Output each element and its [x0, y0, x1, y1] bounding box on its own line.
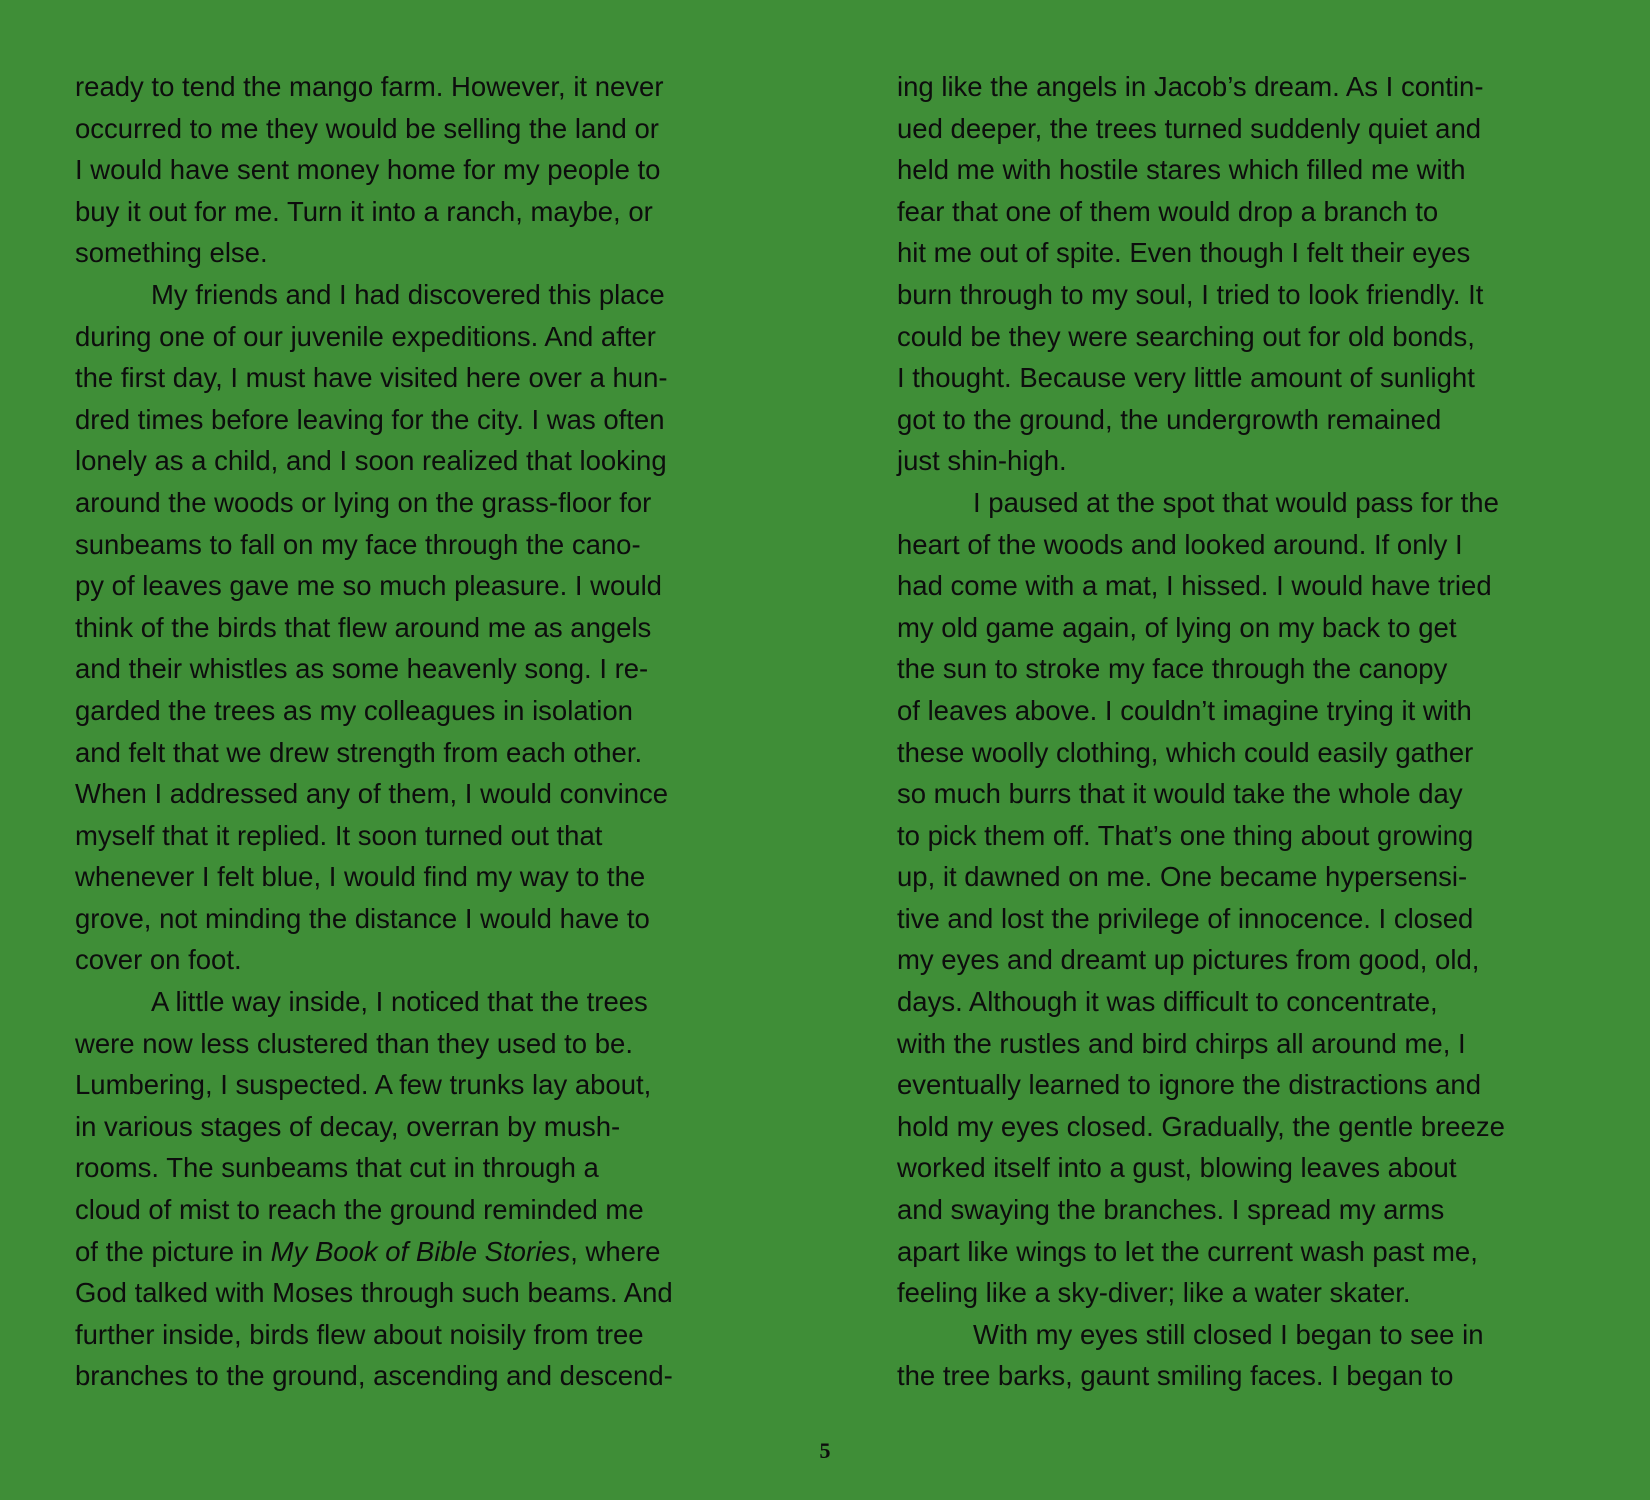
- text-line: of leaves above. I couldn’t imagine trying it with: [897, 694, 1472, 726]
- text-line: tive and lost the privilege of innocence. I closed: [897, 902, 1474, 934]
- left-text-column: [75, 66, 775, 1397]
- text-line: py of leaves gave me so much pleasure. I would: [75, 570, 662, 602]
- text-line: apart like wings to let the current wash past me,: [897, 1235, 1478, 1267]
- text-line: occurred to me they would be selling the land or: [75, 112, 659, 144]
- text-line: myself that it replied. It soon turned out that: [75, 819, 603, 851]
- text-line: just shin-high.: [897, 445, 1067, 477]
- text-line: held me with hostile stares which filled me with: [897, 154, 1466, 186]
- text-line: lonely as a child, and I soon realized that looking: [75, 445, 667, 477]
- text-line: these woolly clothing, which could easily gather: [897, 736, 1474, 768]
- text-line-with-book-title: [75, 1231, 775, 1273]
- text-line: think of the birds that flew around me as angels: [75, 611, 652, 643]
- text-line: I would have sent money home for my people to: [75, 154, 661, 186]
- text-line: something else.: [75, 237, 268, 269]
- paragraph-first-line: With my eyes still closed I began to see in: [973, 1318, 1484, 1350]
- text-line: dred times before leaving for the city. I was often: [75, 403, 665, 435]
- text-line: heart of the woods and looked around. If only I: [897, 528, 1463, 560]
- text-line: further inside, birds flew about noisily from tree: [75, 1318, 644, 1350]
- text-line: God talked with Moses through such beams. And: [75, 1277, 673, 1309]
- text-line: up, it dawned on me. One became hypersensi-: [897, 861, 1468, 893]
- text-line: so much burrs that it would take the whole day: [897, 778, 1463, 810]
- text-line: burn through to my soul, I tried to look friendly. It: [897, 278, 1484, 310]
- text-line: during one of our juvenile expeditions. And after: [75, 320, 656, 352]
- text-line: the first day, I must have visited here over a hun-: [75, 362, 668, 394]
- text-line: ing like the angels in Jacob’s dream. As I contin-: [897, 71, 1484, 102]
- text-line: ued deeper, the trees turned suddenly quiet and: [897, 112, 1482, 144]
- text-line: my eyes and dreamt up pictures from good, old,: [897, 944, 1480, 976]
- text-line: I thought. Because very little amount of sunlight: [897, 362, 1475, 394]
- paragraph-first-line: My friends and I had discovered this place: [151, 278, 665, 310]
- text-line: my old game again, of lying on my back to get: [897, 611, 1457, 643]
- text-line: branches to the ground, ascending and descend-: [75, 1360, 673, 1392]
- text-line: buy it out for me. Turn it into a ranch, maybe, or: [75, 195, 653, 227]
- text-line: rooms. The sunbeams that cut in through a: [75, 1152, 599, 1184]
- text-fragment: of the picture in: [75, 1235, 271, 1267]
- paragraph-first-line: A little way inside, I noticed that the trees: [151, 986, 648, 1018]
- text-line: around the woods or lying on the grass-floor for: [75, 486, 652, 518]
- text-line: feeling like a sky-diver; like a water skater.: [897, 1277, 1411, 1309]
- text-line: whenever I felt blue, I would find my way to the: [75, 861, 646, 893]
- right-text-column: [897, 66, 1597, 1397]
- text-line: When I addressed any of them, I would convince: [75, 778, 669, 810]
- text-line: days. Although it was difficult to concentrate,: [897, 986, 1438, 1018]
- text-line: grove, not minding the distance I would have to: [75, 902, 650, 934]
- text-line: in various stages of decay, overran by mush-: [75, 1110, 621, 1142]
- book-title: My Book of Bible Stories: [270, 1235, 571, 1267]
- text-line: eventually learned to ignore the distractions and: [897, 1069, 1481, 1101]
- text-fragment: , where: [570, 1235, 661, 1267]
- text-line: Lumbering, I suspected. A few trunks lay about,: [75, 1069, 652, 1101]
- page-number: 5: [819, 1438, 831, 1463]
- text-line: had come with a mat, I hissed. I would have tried: [897, 570, 1492, 602]
- text-line: the sun to stroke my face through the canopy: [897, 653, 1448, 685]
- text-line: cloud of mist to reach the ground reminded me: [75, 1194, 644, 1226]
- text-line: and their whistles as some heavenly song. I re-: [75, 653, 649, 685]
- paragraph-first-line: I paused at the spot that would pass for the: [973, 486, 1499, 518]
- text-line: garded the trees as my colleagues in isolation: [75, 694, 633, 726]
- text-line: with the rustles and bird chirps all around me, I: [897, 1027, 1466, 1059]
- text-line: the tree barks, gaunt smiling faces. I began to: [897, 1360, 1454, 1392]
- text-line: to pick them off. That’s one thing about growing: [897, 819, 1474, 851]
- text-line: cover on foot.: [75, 944, 242, 976]
- text-line: sunbeams to fall on my face through the cano-: [75, 528, 641, 560]
- text-line: were now less clustered than they used to be.: [75, 1027, 633, 1059]
- text-line: hold my eyes closed. Gradually, the gentle breeze: [897, 1110, 1505, 1142]
- text-line: hit me out of spite. Even though I felt their eyes: [897, 237, 1471, 269]
- text-line: ready to tend the mango farm. However, it never: [75, 71, 664, 102]
- text-line: worked itself into a gust, blowing leaves about: [897, 1152, 1457, 1184]
- text-line: and felt that we drew strength from each other.: [75, 736, 643, 768]
- text-line: and swaying the branches. I spread my arms: [897, 1194, 1445, 1226]
- text-line: got to the ground, the undergrowth remained: [897, 403, 1442, 435]
- text-line: could be they were searching out for old bonds,: [897, 320, 1475, 352]
- text-line: fear that one of them would drop a branch to: [897, 195, 1439, 227]
